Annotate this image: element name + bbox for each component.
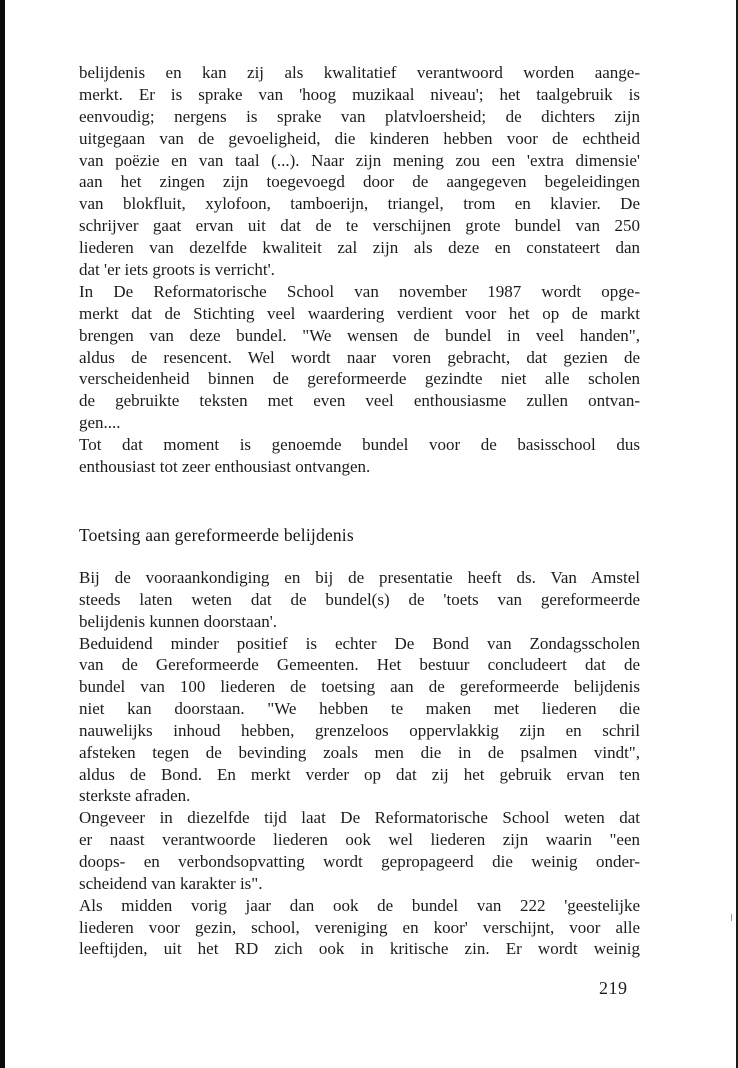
paragraph bbox=[79, 62, 640, 281]
section-heading: Toetsing aan gereformeerde belijdenis bbox=[79, 525, 354, 545]
text-line: van blokfluit, xylofoon, tamboerijn, triangel, trom en klavier. De bbox=[79, 194, 640, 214]
text-line: er naast verantwoorde liederen ook wel liederen zijn waarin "een bbox=[79, 830, 640, 850]
text-line: merkt dat de Stichting veel waardering verdient voor het op de markt bbox=[79, 303, 640, 323]
text-line: liederen van dezelfde kwaliteit zal zijn als deze en constateert dan bbox=[79, 238, 640, 258]
paragraph bbox=[79, 434, 640, 478]
text-line: aan het zingen zijn toegevoegd door de aangegeven begeleidingen bbox=[79, 172, 640, 192]
text-line: nauwelijks inhoud hebben, grenzeloos oppervlakkig zijn en schril bbox=[79, 720, 640, 740]
text-line: belijdenis en kan zij als kwalitatief verantwoord worden aange- bbox=[79, 63, 640, 82]
text-line: scheidend van karakter is". bbox=[79, 873, 263, 893]
text-line: verscheidenheid binnen de gereformeerde gezindte niet alle scholen bbox=[79, 369, 640, 389]
text-line: sterkste afraden. bbox=[79, 786, 191, 806]
text-line: brengen van deze bundel. "We wensen de bundel in veel handen", bbox=[79, 325, 640, 345]
page-number: 219 bbox=[599, 978, 628, 998]
text-line: uitgegaan van de gevoeligheid, die kinderen hebben voor de echtheid bbox=[79, 128, 640, 148]
scan-margin-mark bbox=[731, 914, 732, 921]
text-line: aldus de resencent. Wel wordt naar voren gebracht, dat gezien de bbox=[79, 347, 640, 367]
text-line: steeds laten weten dat de bundel(s) de 'toets van gereformeerde bbox=[79, 589, 640, 609]
text-line: Bij de vooraankondiging en bij de presentatie heeft ds. Van Amstel bbox=[79, 568, 640, 587]
text-line: aldus de Bond. En merkt verder op dat zij het gebruik ervan ten bbox=[79, 764, 640, 784]
text-line: van de Gereformeerde Gemeenten. Het bestuur concludeert dat de bbox=[79, 655, 640, 675]
text-section-before-heading bbox=[79, 62, 640, 478]
text-line: Ongeveer in diezelfde tijd laat De Reformatorische School weten dat bbox=[79, 808, 640, 828]
text-line: merkt. Er is sprake van 'hoog muzikaal niveau'; het taalgebruik is bbox=[79, 84, 640, 104]
paragraph bbox=[79, 281, 640, 434]
text-line: Als midden vorig jaar dan ook de bundel van 222 'geestelijke bbox=[79, 895, 640, 915]
text-line: van poëzie en van taal (...). Naar zijn mening zou een 'extra dimensie' bbox=[79, 150, 640, 170]
text-line: leeftijden, uit het RD zich ook in kritische zin. Er wordt weinig bbox=[79, 939, 640, 959]
text-line: dat 'er iets groots is verricht'. bbox=[79, 260, 275, 280]
text-line: liederen voor gezin, school, vereniging en koor' verschijnt, voor alle bbox=[79, 917, 640, 937]
paragraph bbox=[79, 895, 640, 961]
text-section-after-heading bbox=[79, 567, 640, 960]
text-line: enthousiast tot zeer enthousiast ontvangen. bbox=[79, 457, 371, 477]
text-line: de gebruikte teksten met even veel enthousiasme zullen ontvan- bbox=[79, 391, 640, 411]
text-line: schrijver gaat ervan uit dat de te verschijnen grote bundel van 250 bbox=[79, 216, 640, 236]
scan-left-edge bbox=[0, 0, 5, 1068]
text-line: afsteken tegen de bevinding zoals men die in de psalmen vindt", bbox=[79, 742, 640, 762]
text-line: bundel van 100 liederen de toetsing aan de gereformeerde belijdenis bbox=[79, 677, 640, 697]
text-line: Tot dat moment is genoemde bundel voor de basisschool dus bbox=[79, 435, 640, 455]
paragraph bbox=[79, 567, 640, 633]
text-line: doops- en verbondsopvatting wordt gepropageerd die weinig onder- bbox=[79, 851, 640, 871]
text-line: belijdenis kunnen doorstaan'. bbox=[79, 611, 278, 631]
text-line: In De Reformatorische School van november 1987 wordt opge- bbox=[79, 281, 640, 301]
text-line: niet kan doorstaan. "We hebben te maken met liederen die bbox=[79, 699, 640, 719]
text-line: eenvoudig; nergens is sprake van platvloersheid; de dichters zijn bbox=[79, 106, 640, 126]
text-line: Beduidend minder positief is echter De Bond van Zondagsscholen bbox=[79, 633, 640, 653]
text-line: gen.... bbox=[79, 413, 121, 433]
paragraph bbox=[79, 633, 640, 808]
paragraph bbox=[79, 807, 640, 894]
